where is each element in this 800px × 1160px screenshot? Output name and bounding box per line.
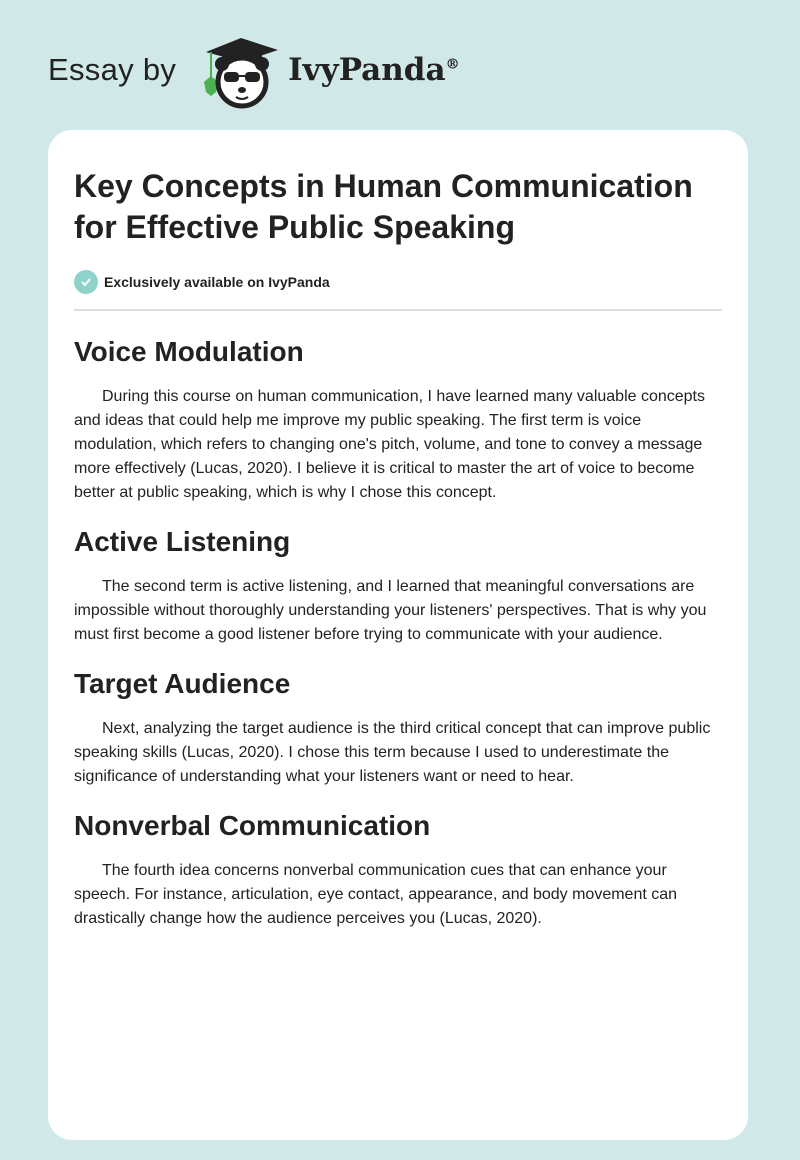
section-voice-modulation	[74, 333, 722, 505]
section-heading: Voice Modulation	[74, 336, 304, 367]
section-paragraph: The fourth idea concerns nonverbal communication cues that can enhance your speech. For instance, articulation, eye contact, appearance, and body movement can drastically change how the audience perceives you (Lucas, 2020).	[74, 862, 678, 927]
panda-logo-icon[interactable]	[194, 30, 284, 110]
essay-card	[48, 130, 748, 1140]
check-icon	[74, 270, 98, 294]
badge-text: Exclusively available on IvyPanda	[104, 274, 330, 290]
section-paragraph: Next, analyzing the target audience is the third critical concept that can improve public speaking skills (Lucas, 2020). I chose this term because I used to underestimate the significance of understanding what your listeners want or need to hear.	[74, 720, 711, 785]
section-active-listening	[74, 523, 722, 647]
brand-text: IvyPanda	[288, 52, 446, 88]
section-nonverbal-communication	[74, 807, 722, 931]
essay-by-label: Essay by	[48, 52, 177, 87]
section-heading: Nonverbal Communication	[74, 810, 431, 841]
essay-title: Key Concepts in Human Communication for Effective Public Speaking	[74, 168, 693, 245]
section-heading: Active Listening	[74, 526, 291, 557]
registered-mark: ®	[445, 56, 460, 73]
brand-name[interactable]	[288, 52, 459, 88]
section-paragraph: The second term is active listening, and I learned that meaningful conversations are impossible without thoroughly understanding your listeners' perspectives. That is why you must first become a good listener before trying to communicate with your audience.	[74, 578, 707, 643]
section-paragraph: During this course on human communication, I have learned many valuable concepts and ideas that could help me improve my public speaking. The first term is voice modulation, which refers to changing one's pitch, volume, and tone to convey a message more effectively (Lucas, 2020). I believe it is critical to master the art of voice to become better at public speaking, which is why I chose this concept.	[74, 388, 705, 501]
exclusive-badge	[74, 270, 722, 294]
section-heading: Target Audience	[74, 668, 291, 699]
section-target-audience	[74, 665, 722, 789]
site-header	[48, 30, 460, 110]
divider	[74, 309, 722, 311]
